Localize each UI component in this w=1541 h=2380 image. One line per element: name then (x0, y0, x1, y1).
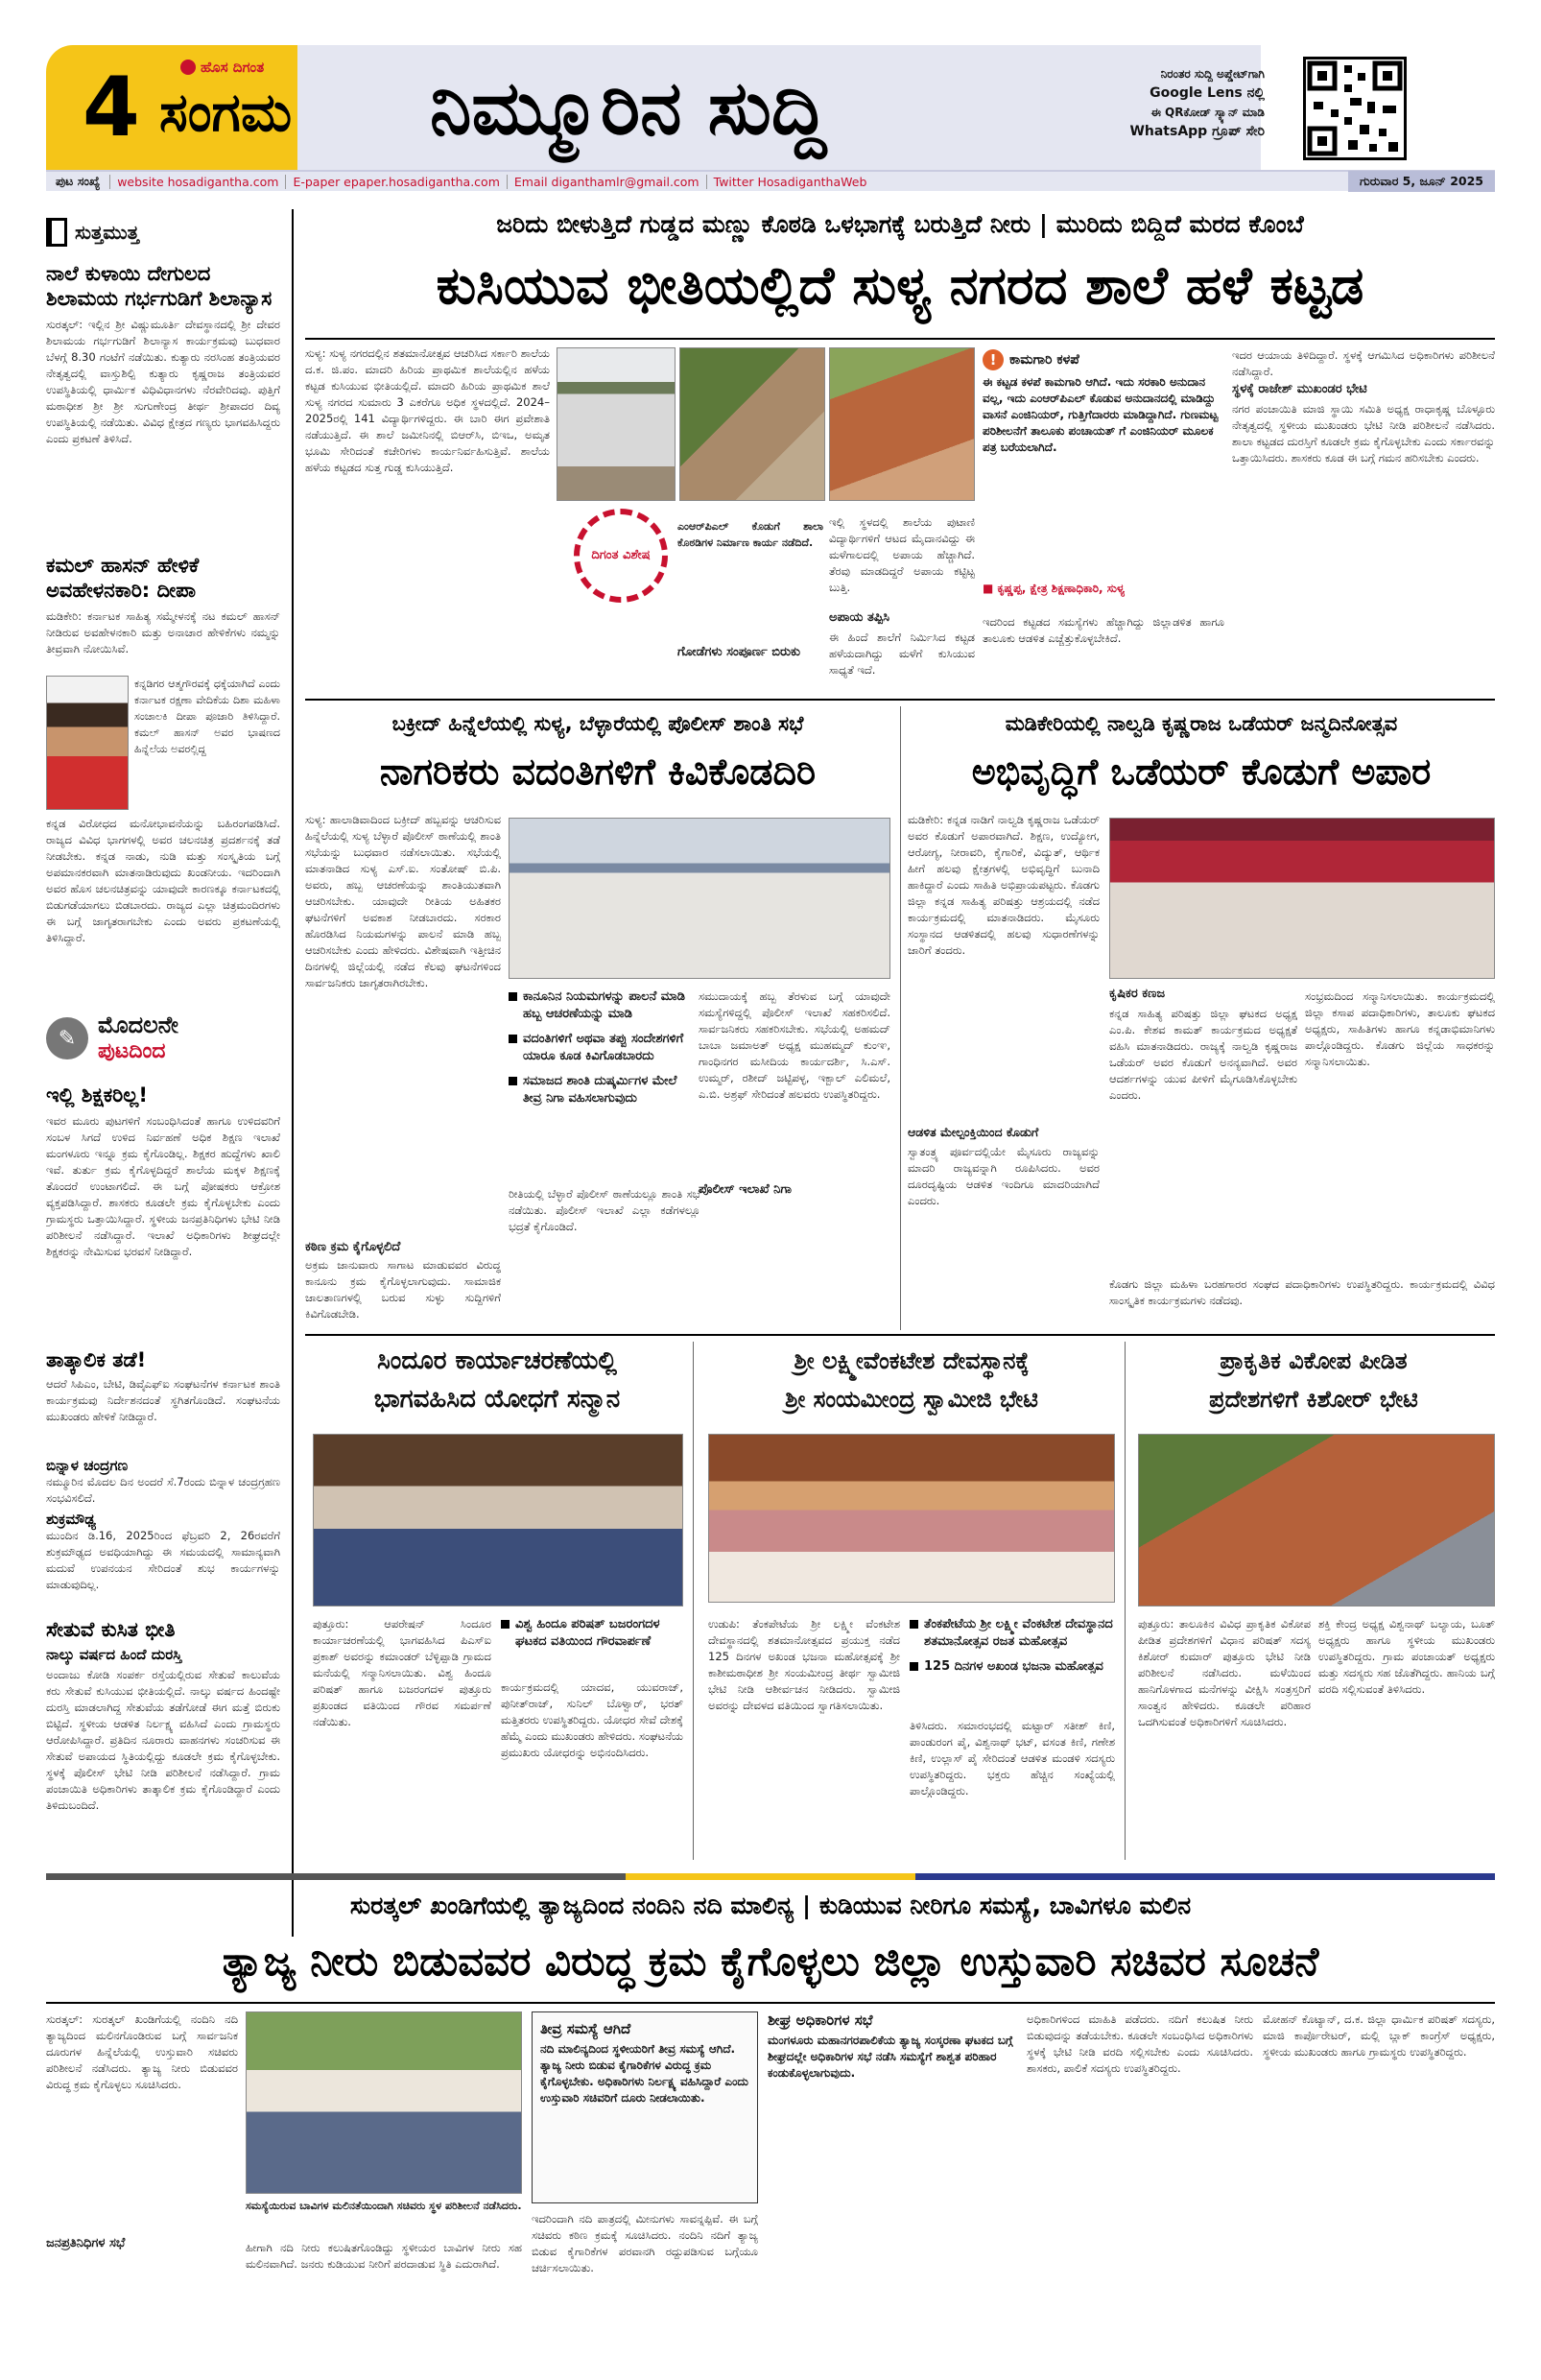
sidebar-story-4-body: ಆದರೆ ಸಿಪಿಎಂ, ಬೇಟಿ, ಡಿವೈಎಫ್ಐ ಸಂಘಟನೆಗಳ ಕರ್ನಾಟಕ ಶಾಂತಿ ಕಾರ್ಯಕ್ರಮವು ನಿರ್ದೇಶನದಂತೆ ಸ್ಥಗಿತಗೊಂಡಿದೆ. ಸಂಘಟನೆಯ ಮುಖಂಡರು ಹೇಳಿಕೆ ನೀಡಿದ್ದಾರೆ. (46, 1377, 280, 1423)
kishore-body-2: ಶಕ್ತಿ ಕೇಂದ್ರ ಅಧ್ಯಕ್ಷ ವಿಶ್ವನಾಥ್ ಬಲ್ಯಾಯ, ಬೂತ್ ಅಧ್ಯಕ್ಷರು ಹಾಗೂ ಸ್ಥಳೀಯ ಮುಖಂಡರು ಉಪಸ್ಥಿತರಿದ್ದರು. ಗ್ರಾಮ ಪಂಚಾಯತ್ ಅಧ್ಯಕ್ಷರು ಮತ್ತು ಸದಸ್ಯರು ಸಹ ಜೊತೆಗಿದ್ದರು. ಹಾನಿಯ ಬಗ್ಗೆ ವರದಿ ಸಲ್ಲಿಸುವಂತೆ ತಿಳಿಸಿದರು. (1318, 1617, 1495, 1696)
sindoor-body-1: ಪುತ್ತೂರು: ಆಪರೇಷನ್ ಸಿಂದೂರ ಕಾರ್ಯಾಚರಣೆಯಲ್ಲಿ ಭಾಗವಹಿಸಿದ ಪಿಎಸ್ಐ ಪ್ರಕಾಶ್ ಅವರನ್ನು ಕಮಾಂಡರ್ ಬೆಳ್ಳಿಪ್ಪಾಡಿ ಗ್ರಾಮದ ಮನೆಯಲ್ಲಿ ಸನ್ಮಾನಿಸಲಾಯಿತು. ವಿಶ್ವ ಹಿಂದೂ ಪರಿಷತ್ ಹಾಗೂ ಬಜರಂಗದಳ ಪುತ್ತೂರು ಪ್ರಖಂಡದ ವತಿಯಿಂದ ಗೌರವ ಸಮರ್ಪಣೆ ನಡೆಯಿತು. (313, 1617, 491, 1728)
lead-headline-rule (305, 338, 1495, 340)
puta-dinda-line-2: ಪುಟದಿಂದ (98, 1039, 166, 1063)
sidebar-story-2-body-top: ಮಡಿಕೇರಿ: ಕರ್ನಾಟಕ ಸಾಹಿತ್ಯ ಸಮ್ಮೇಳನಕ್ಕೆ ನಟ ಕಮಲ್ ಹಾಸನ್ ನೀಡಿರುವ ಅವಹೇಳನಕಾರಿ ಮತ್ತು ಅನಾಚಾರ ಹೇಳಿಕೆಗಳು ನಮ್ಮನ್ನು ತೀವ್ರವಾಗಿ ನೋಯಿಸಿವೆ. (46, 609, 280, 655)
sindoor-body-2: ಕಾರ್ಯಕ್ರಮದಲ್ಲಿ ಯಾದವ, ಯುವರಾಜ್, ಪುನೀತ್‌ರಾಜ್, ಸುನಿಲ್ ಬೊಳ್ವಾರ್, ಭರತ್ ಮತ್ತಿತರರು ಉಪಸ್ಥಿತರಿದ್ದರು. ಯೋಧರ ಸೇವೆ ದೇಶಕ್ಕೆ ಹೆಮ್ಮೆ ಎಂದು ಮುಖಂಡರು ಹೇಳಿದರು. ಸಂಘಟನೆಯ ಪ್ರಮುಖರು ಯೋಧರನ್ನು ಅಭಿನಂದಿಸಿದರು. (501, 1680, 683, 1759)
lead-body-right: ಇದರ ಆಯಾಯ ತಿಳಿದಿದ್ದಾರೆ. ಸ್ಥಳಕ್ಕೆ ಆಗಮಿಸಿದ ಅಧಿಕಾರಿಗಳು ಪರಿಶೀಲನೆ ನಡೆಸಿದ್ದಾರೆ. (1232, 348, 1495, 378)
lakshmi-bullet-box (910, 1616, 1115, 1683)
surathkal-body-5: ಮೋಹನ್ ಕೊಟ್ಯಾನ್, ದ.ಕ. ಜಿಲ್ಲಾ ಧಾರ್ಮಿಕ ಪರಿಷತ್ ಸದಸ್ಯರು, ಮಾಜಿ ಕಾರ್ಪೊರೇಟರ್, ಮಲ್ಲಿ ಬ್ಲಾಕ್ ಕಾಂಗ್ರೆಸ್ ಅಧ್ಯಕ್ಷರು, ಸ್ಥಳೀಯ ಮುಖಂಡರು ಹಾಗೂ ಗ್ರಾಮಸ್ಥರು ಉಪಸ್ಥಿತರಿದ್ದರು. (1263, 2012, 1495, 2059)
sullia-sub-krama: ಕಠಿಣ ಕ್ರಮ ಕೈಗೊಳ್ಳಲಿದೆ (305, 1240, 401, 1254)
qr-text-2: Google Lens ನಲ್ಲಿ (1150, 85, 1265, 101)
lakshmi-headline (700, 1342, 1123, 1418)
sullia-bullet-3 (509, 1073, 691, 1107)
lead-body-foot: ಇದರಿಂದ ಕಟ್ಟಡದ ಸಮಸ್ಯೆಗಳು ಹೆಚ್ಚಾಗಿದ್ದು ಜಿಲ್ಲಾಡಳಿತ ಹಾಗೂ ತಾಲೂಕು ಆಡಳಿತ ಎಚ್ಚೆತ್ತುಕೊಳ್ಳಬೇಕಿದೆ. (983, 615, 1224, 645)
lakshmi-bullet-1 (910, 1616, 1115, 1651)
lakshmi-bullet-2-text: 125 ದಿನಗಳ ಅಖಂಡ ಭಜನಾ ಮಹೋತ್ಸವ (924, 1659, 1103, 1674)
sidebar-story-1-body: ಸುರತ್ಕಲ್: ಇಲ್ಲಿನ ಶ್ರೀ ವಿಷ್ಣುಮೂರ್ತಿ ದೇವಸ್ಥಾನದಲ್ಲಿ ಶ್ರೀ ದೇವರ ಶಿಲಾಮಯ ಗರ್ಭಗುಡಿಗೆ ಶಿಲಾನ್ಯಾಸ ಕಾರ್ಯಕ್ರಮವು ಬುಧವಾರ ಬೆಳಗ್ಗೆ 8.30 ಗಂಟೆಗೆ ನಡೆಯಿತು. ಕುತ್ಯಾರು ನರಸಿಂಹ ತಂತ್ರಿಯವರ ನೇತೃತ್ವದಲ್ಲಿ ವಾಸ್ತುಶಿಲ್ಪಿ ಕುತ್ಯಾರು ಕೃಷ್ಣರಾಜ ತಂತ್ರಿಯವರ ಉಪಸ್ಥಿತಿಯಲ್ಲಿ ಧಾರ್ಮಿಕ ವಿಧಿವಿಧಾನಗಳು ನೆರವೇರಿದವು. ಪುತ್ತಿಗೆ ಮಠಾಧೀಶ ಶ್ರೀ ಶ್ರೀ ಸುಗುಣೇಂದ್ರ ತೀರ್ಥ ಶ್ರೀಪಾದರ ದಿವ್ಯ ಉಪಸ್ಥಿತಿಯಲ್ಲಿ ನಡೆಯಿತು. ವಿವಿಧ ಕ್ಷೇತ್ರದ ಗಣ್ಯರು ಭಾಗವಹಿಸಿದ್ದರು ಎಂದು ಪ್ರಕಟಣೆ ತಿಳಿಸಿದೆ. (46, 318, 280, 445)
sullia-bullet-1 (509, 988, 691, 1023)
sidebar-story-1-headline: ನಾಲೆ ಕುಳಾಯಿ ದೇಗುಲದ ಶಿಲಾಮಯ ಗರ್ಭಗುಡಿಗೆ ಶಿಲಾನ್ಯಾಸ (46, 262, 273, 310)
sullia-sub-police: ಪೊಲೀಸ್ ಇಲಾಖೆ ನಿಗಾ (699, 1182, 793, 1197)
bottom-headline-rule (46, 2002, 1495, 2004)
page-number: 4 (83, 60, 140, 155)
lead-body-mid-2: ಈ ಹಿಂದೆ ಶಾಲೆಗೆ ನಿರ್ಮಿಸಿದ ಕಟ್ಟಡ ಹಳೆಯದಾಗಿದ್ದು ಮಳೆಗೆ ಕುಸಿಯುವ ಸಾಧ್ಯತೆ ಇದೆ. (829, 631, 975, 677)
sindoor-bullet-text: ವಿಶ್ವ ಹಿಂದೂ ಪರಿಷತ್ ಬಜರಂಗದಳ ಘಟಕದ ವತಿಯಿಂದ ಗೌರವಾರ್ಪಣೆ (515, 1617, 660, 1649)
section-name: ಸಂಗಮ (159, 82, 293, 144)
info-bar (46, 170, 1495, 191)
sindoor-headline-line-1: ಸಿಂದೂರ ಕಾರ್ಯಾಚರಣೆಯಲ್ಲಿ (377, 1346, 617, 1375)
lakshmi-photo (708, 1434, 1115, 1603)
row-divider-1 (305, 699, 1495, 701)
column-divider-sullia (900, 706, 901, 1330)
lead-photo-school (557, 347, 676, 501)
sullia-bullet-2 (509, 1031, 691, 1065)
qr-instructions (1044, 64, 1265, 141)
madikeri-kicker: ಮಡಿಕೇರಿಯಲ್ಲಿ ನಾಲ್ವಡಿ ಕೃಷ್ಣರಾಜ ಒಡೆಯರ್ ಜನ್ಮದಿನೋತ್ಸವ (1005, 712, 1398, 735)
qr-code[interactable] (1303, 57, 1407, 160)
lakshmi-body-2: ತಿಳಿಸಿದರು. ಸಮಾರಂಭದಲ್ಲಿ ಮಟ್ಟಾರ್ ಸತೀಶ್ ಕಿಣಿ, ಪಾಂಡುರಂಗ ಪೈ, ವಿಶ್ವನಾಥ್ ಭಟ್, ವಸಂತ ಕಿಣಿ, ಗಣೇಶ ಕಿಣಿ, ಉಲ್ಲಾಸ್ ಪೈ ಸೇರಿದಂತೆ ಆಡಳಿತ ಮಂಡಳಿ ಸದಸ್ಯರು ಉಪಸ್ಥಿತರಿದ್ದರು. ಭಕ್ತರು ಹೆಚ್ಚಿನ ಸಂಖ್ಯೆಯಲ್ಲಿ ಪಾಲ್ಗೊಂಡಿದ್ದರು. (910, 1719, 1115, 1797)
surathkal-sub-jana: ಜನಪ್ರತಿನಿಧಿಗಳ ಸಭೆ (46, 2236, 126, 2250)
info-box-byline: ■ ಕೃಷ್ಣಪ್ಪ, ಕ್ಷೇತ್ರ ಶಿಕ್ಷಣಾಧಿಕಾರಿ, ಸುಳ್ಯ (983, 582, 1126, 595)
sullia-bullet-1-text: ಕಾನೂನಿನ ನಿಯಮಗಳನ್ನು ಪಾಲನೆ ಮಾಡಿ ಹಬ್ಬ ಆಚರಣೆಯನ್ನು ಮಾಡಿ (523, 989, 685, 1021)
paper-name: ಹೊಸ ದಿಗಂತ (201, 59, 265, 76)
surathkal-body-2: ಹೀಗಾಗಿ ನದಿ ನೀರು ಕಲುಷಿತಗೊಂಡಿದ್ದು ಸ್ಥಳೀಯರ ಬಾವಿಗಳ ನೀರು ಸಹ ಮಲಿನವಾಗಿದೆ. ಜನರು ಕುಡಿಯುವ ನೀರಿಗೆ ಪರದಾಡುವ ಸ್ಥಿತಿ ಎದುರಾಗಿದೆ. (246, 2241, 522, 2271)
sidebar-story-4-body-3: ಮುಂದಿನ ಡಿ.16, 2025ರಿಂದ ಫೆಬ್ರವರಿ 2, 26ರವರೆಗೆ ಶುಕ್ರಮೌಢ್ಯದ ಅವಧಿಯಾಗಿದ್ದು ಈ ಸಮಯದಲ್ಲಿ ಸಾಮಾನ್ಯವಾಗಿ ಮದುವೆ ಉಪನಯನ ಸೇರಿದಂತೆ ಶುಭ ಕಾರ್ಯಗಳನ್ನು ಮಾಡುವುದಿಲ್ಲ. (46, 1529, 280, 1591)
pencil-icon: ✎ (46, 1017, 88, 1059)
sidebar (46, 211, 280, 2159)
sidebar-story-4-sub-2: ಶುಕ್ರಮೌಢ್ಯ (46, 1511, 96, 1528)
sidebar-divider (292, 209, 294, 1937)
lead-body-right-2: ನಗರ ಪಂಚಾಯಿತಿ ಮಾಜಿ ಸ್ಥಾಯಿ ಸಮಿತಿ ಅಧ್ಯಕ್ಷ ರಾಧಾಕೃಷ್ಣ ಬೊಳ್ಳೂರು ನೇತೃತ್ವದಲ್ಲಿ ಸ್ಥಳೀಯ ಮುಖಂಡರು ಭೇಟಿ ನೀಡಿ ಪರಿಶೀಲನೆ ನಡೆಸಿದರು. ಶಾಲಾ ಕಟ್ಟಡದ ದುರಸ್ತಿಗೆ ಕೂಡಲೇ ಕ್ರಮ ಕೈಗೊಳ್ಳಬೇಕು ಎಂದು ಸರ್ಕಾರವನ್ನು ಒತ್ತಾಯಿಸಿದರು. ಶಾಸಕರು ಕೂಡ ಈ ಬಗ್ಗೆ ಗಮನ ಹರಿಸಬೇಕು ಎಂದರು. (1232, 402, 1495, 464)
lead-headline: ಕುಸಿಯುವ ಭೀತಿಯಲ್ಲಿದೆ ಸುಳ್ಯ ನಗರದ ಶಾಲೆ ಹಳೆ ಕಟ್ಟಡ (436, 255, 1364, 316)
surathkal-box-2 (768, 2011, 1019, 2127)
lead-body-1: ಸುಳ್ಯ: ಸುಳ್ಯ ನಗರದಲ್ಲಿನ ಶತಮಾನೋತ್ಸವ ಆಚರಿಸಿದ ಸರ್ಕಾರಿ ಶಾಲೆಯ ದ.ಕ. ಜಿ.ಪಂ. ಮಾದರಿ ಹಿರಿಯ ಪ್ರಾಥಮಿಕ ಶಾಲೆಯಲ್ಲಿನ ಹಳೆಯ ಕಟ್ಟಡ ಕುಸಿಯುವ ಭೀತಿಯಲ್ಲಿದೆ. ಮಾದರಿ ಹಿರಿಯ ಪ್ರಾಥಮಿಕ ಶಾಲೆ ಸುಳ್ಯ ನಗರದ ಸುಮಾರು 3 ಎಕರೆಗೂ ಅಧಿಕ ಸ್ಥಳದಲ್ಲಿದೆ. 2024–2025ರಲ್ಲಿ 141 ವಿದ್ಯಾರ್ಥಿಗಳಿದ್ದರು. ಈ ಬಾರಿ ಈಗ ಪ್ರವೇಶಾತಿ ನಡೆಯುತ್ತಿದೆ. ಈ ಶಾಲೆ ಜಮೀನಿನಲ್ಲಿ ಬಿಆರ್‌ಸಿ, ಬಿಇಒ, ಅಮೃತ ಭೂಮಿ ಸೇರಿದಂತೆ ಕಚೇರಿಗಳು ಕಾರ್ಯನಿರ್ವಹಿಸುತ್ತಿವೆ. ಶಾಲೆಯ ಹಳೆಯ ಕಟ್ಟಡದ ಸುತ್ತ ಗುಡ್ಡ ಕುಸಿಯುತ್ತಿದೆ. (305, 346, 550, 474)
email-link[interactable]: Email diganthamlr@gmail.com (507, 175, 706, 189)
madikeri-body-2: ಸ್ವಾತಂತ್ರ್ಯ ಪೂರ್ವದಲ್ಲಿಯೇ ಮೈಸೂರು ರಾಜ್ಯವನ್ನು ಮಾದರಿ ರಾಜ್ಯವನ್ನಾಗಿ ರೂಪಿಸಿದರು. ಅವರ ದೂರದೃಷ್ಟಿಯ ಆಡಳಿತ ಇಂದಿಗೂ ಮಾದರಿಯಾಗಿದೆ ಎಂದರು. (908, 1145, 1100, 1207)
diganta-special-badge-text: ದಿಗಂತ ವಿಶೇಷ (591, 548, 651, 562)
sidebar-story-3-body: ಇವರ ಮೂರು ಪುಟಗಳಿಗೆ ಸಂಬಂಧಿಸಿದಂತೆ ಹಾಗೂ ಉಳಿದವರಿಗೆ ಸಂಬಳ ಸಿಗದೆ ಉಳಿದ ನಿರ್ವಹಣೆ ಅಧಿಕ ಶಿಕ್ಷಣ ಇಲಾಖೆ ಮಂಗಳೂರು ಇನ್ನೂ ಕ್ರಮ ಕೈಗೊಂಡಿಲ್ಲ. ಶಿಕ್ಷಕರ ಹುದ್ದೆಗಳು ಖಾಲಿ ಇವೆ. ತುರ್ತು ಕ್ರಮ ಕೈಗೊಳ್ಳದಿದ್ದರೆ ಶಾಲೆಯ ಮಕ್ಕಳ ಶಿಕ್ಷಣಕ್ಕೆ ತೊಂದರೆ ಉಂಟಾಗಲಿದೆ. ಈ ಬಗ್ಗೆ ಪೋಷಕರು ಆಕ್ರೋಶ ವ್ಯಕ್ತಪಡಿಸಿದ್ದಾರೆ. ಶಾಸಕರು ಕೂಡಲೇ ಕ್ರಮ ಕೈಗೊಳ್ಳಬೇಕು ಎಂದು ಗ್ರಾಮಸ್ಥರು ಒತ್ತಾಯಿಸಿದ್ದಾರೆ. ಸ್ಥಳೀಯ ಜನಪ್ರತಿನಿಧಿಗಳು ಭೇಟಿ ನೀಡಿ ಪರಿಶೀಲನೆ ನಡೆಸಿದ್ದಾರೆ. ಇಲಾಖೆ ಅಧಿಕಾರಿಗಳು ಶೀಘ್ರದಲ್ಲೇ ಶಿಕ್ಷಕರನ್ನು ನೇಮಿಸುವ ಭರವಸೆ ನೀಡಿದ್ದಾರೆ. (46, 1114, 280, 1258)
feature-title: ನಿಮ್ಮೂರಿನ ಸುದ್ದಿ (430, 65, 827, 152)
sidebar-story-5-sub: ನಾಲ್ಕು ವರ್ಷದ ಹಿಂದೆ ದುರಸ್ತಿ (46, 1646, 182, 1663)
surathkal-caption: ಸಮಸ್ಯೆಯಿರುವ ಬಾವಿಗಳ ಮಲಿನತೆಯಿಂದಾಗಿ ಸಚಿವರು ಸ್ಥಳ ಪರಿಶೀಲನೆ ನಡೆಸಿದರು. (246, 2200, 522, 2212)
sidebar-story-2-headline: ಕಮಲ್ ಹಾಸನ್ ಹೇಳಿಕೆ ಅವಹೇಳನಕಾರಿ: ದೀಪಾ (46, 554, 200, 602)
column-divider-lakshmi (1125, 1342, 1126, 1860)
surathkal-headline: ತ್ಯಾಜ್ಯ ನೀರು ಬಿಡುವವರ ವಿರುದ್ಧ ಕ್ರಮ ಕೈಗೊಳ್ಳಲು ಜಿಲ್ಲಾ ಉಸ್ತುವಾರಿ ಸಚಿವರ ಸೂಚನೆ (222, 1938, 1319, 1985)
sidebar-title (46, 211, 280, 253)
book-icon (46, 218, 67, 247)
lakshmi-bullet-2 (910, 1658, 1115, 1676)
madikeri-body-1: ಮಡಿಕೇರಿ: ಕನ್ನಡ ನಾಡಿಗೆ ನಾಲ್ವಡಿ ಕೃಷ್ಣರಾಜ ಒಡೆಯರ್ ಅವರ ಕೊಡುಗೆ ಅಪಾರವಾಗಿದೆ. ಶಿಕ್ಷಣ, ಉದ್ಯೋಗ, ಆರೋಗ್ಯ, ನೀರಾವರಿ, ಕೈಗಾರಿಕೆ, ವಿದ್ಯುತ್, ಆರ್ಥಿಕ ಹೀಗೆ ಹಲವು ಕ್ಷೇತ್ರಗಳಲ್ಲಿ ಅಭಿವೃದ್ಧಿಗೆ ಬುನಾದಿ ಹಾಕಿದ್ದಾರೆ ಎಂದು ಸಾಹಿತಿ ಅಭಿಪ್ರಾಯಪಟ್ಟರು. ಕೊಡಗು ಜಿಲ್ಲಾ ಕನ್ನಡ ಸಾಹಿತ್ಯ ಪರಿಷತ್ತು ಆಶ್ರಯದಲ್ಲಿ ನಡೆದ ಕಾರ್ಯಕ್ರಮದಲ್ಲಿ ಮಾತನಾಡಿದರು. ಮೈಸೂರು ಸಂಸ್ಥಾನದ ಆಡಳಿತದಲ್ಲಿ ಹಲವು ಸುಧಾರಣೆಗಳನ್ನು ಜಾರಿಗೆ ತಂದರು. (908, 813, 1100, 957)
qr-text-4: WhatsApp ಗ್ರೂಪ್ ಸೇರಿ (1129, 124, 1265, 139)
lead-sub-bheti: ಸ್ಥಳಕ್ಕೆ ರಾಜೇಶ್ ಮುಖಂಡರ ಭೇಟಿ (1232, 382, 1367, 396)
sidebar-story-3-headline: ಇಲ್ಲಿ ಶಿಕ್ಷಕರಿಲ್ಲ! (46, 1083, 148, 1107)
sidebar-story-4-body-2: ನಮ್ಮೂರಿನ ಮೊದಲ ದಿನ ಅಂದರೆ ಸೆ.7ರಂದು ಬಿನ್ನಾಳ ಚಂದ್ರಗ್ರಹಣ ಸಂಭವಿಸಲಿದೆ. (46, 1475, 280, 1505)
masthead (46, 45, 1495, 179)
sindoor-bullet-box (501, 1616, 683, 1658)
lead-kicker: ಜರಿದು ಬೀಳುತ್ತಿದೆ ಗುಡ್ಡದ ಮಣ್ಣು ಕೊಠಡಿ ಒಳಭಾಗಕ್ಕೆ ಬರುತ್ತಿದೆ ನೀರು | ಮುರಿದು ಬಿದ್ದಿದೆ ಮರದ ಕೊಂಬೆ (496, 210, 1304, 238)
lakshmi-body-1: ಉಡುಪಿ: ತೆಂಕಪೇಟೆಯ ಶ್ರೀ ಲಕ್ಷ್ಮೀ ವೆಂಕಟೇಶ ದೇವಸ್ಥಾನದಲ್ಲಿ ಶತಮಾನೋತ್ಸವದ ಪ್ರಯುಕ್ತ ನಡೆದ 125 ದಿನಗಳ ಅಖಂಡ ಭಜನಾ ಮಹೋತ್ಸವಕ್ಕೆ ಶ್ರೀ ಕಾಶೀಮಠಾಧೀಶ ಶ್ರೀ ಸಂಯಮೀಂದ್ರ ತೀರ್ಥ ಸ್ವಾಮೀಜಿ ಭೇಟಿ ನೀಡಿ ಆಶೀರ್ವಚನ ನೀಡಿದರು. ಸ್ವಾಮೀಜಿ ಅವರನ್ನು ದೇವಳದ ವತಿಯಿಂದ ಸ್ವಾಗತಿಸಲಾಯಿತು. (708, 1617, 900, 1712)
sidebar-story-4-headline: ತಾತ್ಕಾಲಿಕ ತಡೆ! (46, 1348, 147, 1371)
page-label: ಪುಟ ಸಂಖ್ಯೆ (56, 174, 101, 188)
surathkal-body-3: ಇದರಿಂದಾಗಿ ನದಿ ಪಾತ್ರದಲ್ಲಿ ಮೀನುಗಳು ಸಾವನ್ನಪ್ಪಿವೆ. ಈ ಬಗ್ಗೆ ಸಚಿವರು ಕಠಿಣ ಕ್ರಮಕ್ಕೆ ಸೂಚಿಸಿದರು. ನಂದಿನಿ ನದಿಗೆ ತ್ಯಾಜ್ಯ ಬಿಡುವ ಕೈಗಾರಿಕೆಗಳ ಪರವಾನಗಿ ರದ್ದುಪಡಿಸುವ ಬಗ್ಗೆಯೂ ಚರ್ಚಿಸಲಾಯಿತು. (532, 2212, 758, 2274)
sullia-headline: ನಾಗರಿಕರು ವದಂತಿಗಳಿಗೆ ಕಿವಿಕೊಡದಿರಿ (379, 750, 817, 793)
info-box (983, 349, 1224, 608)
sidebar-story-2-body-side: ಕನ್ನಡಿಗರ ಆತ್ಮಗೌರವಕ್ಕೆ ಧಕ್ಕೆಯಾಗಿದೆ ಎಂದು ಕರ್ನಾಟಕ ರಕ್ಷಣಾ ವೇದಿಕೆಯ ದಿಶಾ ಮಹಿಳಾ ಸಂಚಾಲಕಿ ದೀಪಾ ಪೂಜಾರಿ ತಿಳಿಸಿದ್ದಾರೆ. ಕಮಲ್ ಹಾಸನ್ ಅವರ ಭಾಷಣದ ಹಿನ್ನೆಲೆಯ ಅವರಲ್ಲಿದ್ದ (134, 678, 280, 755)
exclamation-icon: ! (983, 349, 1004, 370)
deepa-photo (46, 676, 129, 810)
surathkal-box-2-body: ಮಂಗಳೂರು ಮಹಾನಗರಪಾಲಿಕೆಯ ತ್ಯಾಜ್ಯ ಸಂಸ್ಕರಣಾ ಘಟಕದ ಬಗ್ಗೆ ಶೀಘ್ರದಲ್ಲೇ ಅಧಿಕಾರಿಗಳ ಸಭೆ ನಡೆಸಿ ಸಮಸ್ಯೆಗೆ ಶಾಶ್ವತ ಪರಿಹಾರ ಕಂಡುಕೊಳ್ಳಲಾಗುವುದು. (768, 2034, 1013, 2080)
logo-emblem-icon (180, 60, 196, 75)
sindoor-photo (313, 1434, 683, 1606)
puta-dinda-banner (46, 1008, 280, 1069)
sindoor-headline-line-2: ಭಾಗವಹಿಸಿದ ಯೋಧಗೆ ಸನ್ಮಾನ (373, 1385, 621, 1414)
sidebar-story-2-body-bottom: ಕನ್ನಡ ವಿರೋಧದ ಮನೋಭಾವನೆಯನ್ನು ಬಹಿರಂಗಪಡಿಸಿದೆ. ರಾಜ್ಯದ ವಿವಿಧ ಭಾಗಗಳಲ್ಲಿ ಅವರ ಚಲನಚಿತ್ರ ಪ್ರದರ್ಶನಕ್ಕೆ ತಡೆ ನೀಡಬೇಕು. ಕನ್ನಡ ನಾಡು, ನುಡಿ ಮತ್ತು ಸಂಸ್ಕೃತಿಯ ಬಗ್ಗೆ ಅಪಮಾನಕರವಾಗಿ ಮಾತನಾಡಿರುವುದು ಖಂಡನೀಯ. ಇದರಿಂದಾಗಿ ಅವರ ಹೊಸ ಚಲನಚಿತ್ರವನ್ನು ಯಾವುದೇ ಕಾರಣಕ್ಕೂ ಕರ್ನಾಟಕದಲ್ಲಿ ಬಿಡುಗಡೆಯಾಗಲು ಬಿಡಬಾರದು. ರಾಜ್ಯದ ಎಲ್ಲಾ ಚಿತ್ರಮಂದಿರಗಳು ಈ ಬಗ್ಗೆ ಜಾಗೃತರಾಗಬೇಕು ಎಂದು ಅವರು ಪ್ರಕಟಣೆಯಲ್ಲಿ ತಿಳಿಸಿದ್ದಾರೆ. (46, 817, 280, 944)
qr-code-icon (1306, 60, 1404, 157)
surathkal-highlight-box (532, 2011, 758, 2203)
lead-sub-apaya: ಅಪಾಯ ತಪ್ಪಿಸಿ (829, 610, 890, 625)
kishore-headline (1132, 1342, 1495, 1418)
surathkal-body-4: ಅಧಿಕಾರಿಗಳಿಂದ ಮಾಹಿತಿ ಪಡೆದರು. ನದಿಗೆ ಕಲುಷಿತ ನೀರು ಬಿಡುವುದನ್ನು ತಡೆಯಬೇಕು. ಕೂಡಲೇ ಸಂಬಂಧಿಸಿದ ಅಧಿಕಾರಿಗಳು ಸ್ಥಳಕ್ಕೆ ಭೇಟಿ ನೀಡಿ ವರದಿ ಸಲ್ಲಿಸಬೇಕು ಎಂದು ಸೂಚಿಸಿದರು. ಶಾಸಕರು, ಪಾಲಿಕೆ ಸದಸ್ಯರು ಉಪಸ್ಥಿತರಿದ್ದರು. (1027, 2012, 1253, 2075)
sindoor-headline (305, 1342, 689, 1418)
surathkal-box-body: ನದಿ ಮಾಲಿನ್ಯದಿಂದ ಸ್ಥಳೀಯರಿಗೆ ತೀವ್ರ ಸಮಸ್ಯೆ ಆಗಿದೆ. ತ್ಯಾಜ್ಯ ನೀರು ಬಿಡುವ ಕೈಗಾರಿಕೆಗಳ ವಿರುದ್ಧ ಕ್ರಮ ಕೈಗೊಳ್ಳಬೇಕು. ಅಧಿಕಾರಿಗಳು ನಿರ್ಲಕ್ಷ್ಯ ವಹಿಸಿದ್ದಾರೆ ಎಂದು ಉಸ್ತುವಾರಿ ಸಚಿವರಿಗೆ ದೂರು ನೀಡಲಾಯಿತು. (540, 2042, 748, 2105)
sullia-bullet-3-text: ಸಮಾಜದ ಶಾಂತಿ ದುಷ್ಕರ್ಮಿಗಳ ಮೇಲೆ ತೀವ್ರ ನಿಗಾ ವಹಿಸಲಾಗುವುದು (523, 1074, 677, 1106)
sullia-bullets (509, 988, 691, 1115)
issue-date: ಗುರುವಾರ 5, ಜೂನ್ 2025 (1348, 171, 1495, 192)
lead-photo-hill (829, 347, 975, 501)
sullia-bullet-2-text: ವದಂತಿಗಳಿಗೆ ಅಥವಾ ತಪ್ಪು ಸಂದೇಶಗಳಿಗೆ ಯಾರೂ ಕೂಡ ಕಿವಿಗೊಡಬಾರದು (523, 1032, 684, 1063)
surathkal-box-2-title: ಶೀಘ್ರ ಅಧಿಕಾರಿಗಳ ಸಭೆ (768, 2011, 873, 2029)
column-divider-sindoor (693, 1342, 694, 1860)
madikeri-body-3: ಕನ್ನಡ ಸಾಹಿತ್ಯ ಪರಿಷತ್ತು ಜಿಲ್ಲಾ ಘಟಕದ ಅಧ್ಯಕ್ಷ ಎಂ.ಪಿ. ಕೇಶವ ಕಾಮತ್ ಕಾರ್ಯಕ್ರಮದ ಅಧ್ಯಕ್ಷತೆ ವಹಿಸಿ ಮಾತನಾಡಿದರು. ರಾಜ್ಯಕ್ಕೆ ನಾಲ್ವಡಿ ಕೃಷ್ಣರಾಜ ಒಡೆಯರ್ ಅವರ ಕೊಡುಗೆ ಅನನ್ಯವಾಗಿದೆ. ಅವರ ಆದರ್ಶಗಳನ್ನು ಯುವ ಪೀಳಿಗೆ ಮೈಗೂಡಿಸಿಕೊಳ್ಳಬೇಕು ಎಂದರು. (1109, 1007, 1297, 1102)
surathkal-box-title: ತೀವ್ರ ಸಮಸ್ಯೆ ಆಗಿದೆ (540, 2020, 631, 2037)
kishore-body-1: ಪುತ್ತೂರು: ತಾಲೂಕಿನ ವಿವಿಧ ಪ್ರಾಕೃತಿಕ ವಿಕೋಪ ಪೀಡಿತ ಪ್ರದೇಶಗಳಿಗೆ ವಿಧಾನ ಪರಿಷತ್ ಸದಸ್ಯ ಕಿಶೋರ್ ಕುಮಾರ್ ಪುತ್ತೂರು ಭೇಟಿ ನೀಡಿ ಪರಿಶೀಲನೆ ನಡೆಸಿದರು. ಮಳೆಯಿಂದ ಹಾನಿಗೊಳಗಾದ ಮನೆಗಳನ್ನು ವೀಕ್ಷಿಸಿ ಸಂತ್ರಸ್ತರಿಗೆ ಸಾಂತ್ವನ ಹೇಳಿದರು. ಕೂಡಲೇ ಪರಿಹಾರ ಒದಗಿಸುವಂತೆ ಅಧಿಕಾರಿಗಳಿಗೆ ಸೂಚಿಸಿದರು. (1138, 1617, 1311, 1728)
diganta-special-badge (574, 509, 668, 603)
surathkal-kicker: ಸುರತ್ಕಲ್ ಖಂಡಿಗೆಯಲ್ಲಿ ತ್ಯಾಜ್ಯದಿಂದ ನಂದಿನಿ ನದಿ ಮಾಲಿನ್ಯ | ಕುಡಿಯುವ ನೀರಿಗೂ ಸಮಸ್ಯೆ, ಬಾವಿಗಳೂ ಮಲಿನ (349, 1892, 1192, 1919)
paper-logo (180, 59, 264, 76)
kishore-headline-line-2: ಪ್ರದೇಶಗಳಿಗೆ ಕಿಶೋರ್ ಭೇಟಿ (1209, 1386, 1418, 1413)
kishore-headline-line-1: ಪ್ರಾಕೃತಿಕ ವಿಕೋಪ ಪೀಡಿತ (1220, 1347, 1408, 1374)
kishore-photo (1138, 1434, 1495, 1606)
madikeri-body-4: ಸಂಭ್ರಮದಿಂದ ಸನ್ಮಾನಿಸಲಾಯಿತು. ಕಾರ್ಯಕ್ರಮದಲ್ಲಿ ಜಿಲ್ಲಾ ಕಸಾಪ ಪದಾಧಿಕಾರಿಗಳು, ತಾಲೂಕು ಘಟಕದ ಅಧ್ಯಕ್ಷರು, ಸಾಹಿತಿಗಳು ಹಾಗೂ ಕನ್ನಡಾಭಿಮಾನಿಗಳು ಪಾಲ್ಗೊಂಡಿದ್ದರು. ಕೊಡಗು ಜಿಲ್ಲೆಯ ಸಾಧಕರನ್ನು ಸನ್ಮಾನಿಸಲಾಯಿತು. (1305, 989, 1495, 1068)
sidebar-column-title: ಸುತ್ತಮುತ್ತ (75, 221, 139, 244)
sullia-body-4: ರೀತಿಯಲ್ಲಿ ಬೆಳ್ಳಾರೆ ಪೊಲೀಸ್ ಠಾಣೆಯಲ್ಲೂ ಶಾಂತಿ ಸಭೆ ನಡೆಯಿತು. ಪೊಲೀಸ್ ಇಲಾಖೆ ಎಲ್ಲಾ ಕಡೆಗಳಲ್ಲೂ ಭದ್ರತೆ ಕೈಗೊಂಡಿದೆ. (509, 1187, 700, 1233)
puta-dinda-line-1: ಮೊದಲನೇ (98, 1012, 178, 1038)
sullia-body-2: ಅಕ್ರಮ ಜಾನುವಾರು ಸಾಗಾಟ ಮಾಡುವವರ ವಿರುದ್ಧ ಕಾನೂನು ಕ್ರಮ ಕೈಗೊಳ್ಳಲಾಗುವುದು. ಸಾಮಾಜಿಕ ಜಾಲತಾಣಗಳಲ್ಲಿ ಬರುವ ಸುಳ್ಳು ಸುದ್ದಿಗಳಿಗೆ ಕಿವಿಗೊಡಬೇಡಿ. (305, 1258, 501, 1321)
lead-photo-caption: ಎಂಆರ್‌ಪಿಎಲ್ ಕೊಡುಗೆ ಶಾಲಾ ಕೊಠಡಿಗಳ ನಿರ್ಮಾಣ ಕಾರ್ಯ ನಡೆದಿದೆ. (677, 520, 823, 549)
madikeri-body-5: ಕೊಡಗು ಜಿಲ್ಲಾ ಮಹಿಳಾ ಬರಹಗಾರರ ಸಂಘದ ಪದಾಧಿಕಾರಿಗಳು ಉಪಸ್ಥಿತರಿದ್ದರು. ಕಾರ್ಯಕ್ರಮದಲ್ಲಿ ವಿವಿಧ ಸಾಂಸ್ಕೃತಿಕ ಕಾರ್ಯಕ್ರಮಗಳು ನಡೆದವು. (1109, 1277, 1495, 1307)
qr-text-3: ಈ QRಕೋಡ್ ಸ್ಕ್ಯಾನ್ ಮಾಡಿ (1150, 106, 1265, 119)
bottom-divider-stripe (46, 1873, 1495, 1880)
website-link[interactable]: website hosadigantha.com (109, 175, 285, 189)
lead-photo-wall (679, 347, 825, 501)
sidebar-story-5-headline: ಸೇತುವೆ ಕುಸಿತ ಭೀತಿ (46, 1618, 176, 1641)
info-box-title-row (983, 349, 1224, 370)
info-box-title: ಕಾಮಗಾರಿ ಕಳಪೆ (1009, 352, 1079, 368)
madikeri-sub-kashika: ಕೃಷಿಕರ ಕಣಜ (1109, 987, 1166, 1001)
madikeri-headline: ಅಭಿವೃದ್ಧಿಗೆ ಒಡೆಯರ್ ಕೊಡುಗೆ ಅಪಾರ (971, 750, 1432, 793)
sidebar-story-5-body: ಅಂದಾಜು ಕೋಡಿ ಸಂಪರ್ಕ ರಸ್ತೆಯಲ್ಲಿರುವ ಸೇತುವೆ ಕಾಲುವೆಯ ಕರು ಸೇತುವೆ ಕುಸಿಯುವ ಭೀತಿಯಲ್ಲಿದೆ. ನಾಲ್ಕು ವರ್ಷದ ಹಿಂದಷ್ಟೇ ದುರಸ್ತಿ ಮಾಡಲಾಗಿದ್ದ ಸೇತುವೆಯ ತಡೆಗೋಡೆ ಈಗ ಮತ್ತೆ ಬಿರುಕು ಬಿಟ್ಟಿದೆ. ಸ್ಥಳೀಯ ಆಡಳಿತ ನಿರ್ಲಕ್ಷ್ಯ ವಹಿಸಿದೆ ಎಂದು ಗ್ರಾಮಸ್ಥರು ಆರೋಪಿಸಿದ್ದಾರೆ. ಪ್ರತಿದಿನ ನೂರಾರು ವಾಹನಗಳು ಸಂಚರಿಸುವ ಈ ಸೇತುವೆ ಅಪಾಯದ ಸ್ಥಿತಿಯಲ್ಲಿದ್ದು ಕೂಡಲೇ ಕ್ರಮ ಕೈಗೊಳ್ಳಬೇಕು. ಸ್ಥಳಕ್ಕೆ ಪೊಲೀಸ್ ಭೇಟಿ ನೀಡಿ ಪರಿಶೀಲನೆ ನಡೆಸಿದ್ದಾರೆ. ಗ್ರಾಮ ಪಂಚಾಯಿತಿ ಅಧಿಕಾರಿಗಳು ತಾತ್ಕಾಲಿಕ ಕ್ರಮ ಕೈಗೊಂಡಿದ್ದಾರೆ ಎಂದು ತಿಳಿದುಬಂದಿದೆ. (46, 1668, 280, 1812)
lead-sub-gode: ಗೋಡೆಗಳು ಸಂಪೂರ್ಣ ಬಿರುಕು (677, 645, 801, 659)
sullia-kicker: ಬಕ್ರೀದ್ ಹಿನ್ನೆಲೆಯಲ್ಲಿ ಸುಳ್ಯ, ಬೆಳ್ಳಾರೆಯಲ್ಲಿ ಪೊಲೀಸ್ ಶಾಂತಿ ಸಭೆ (391, 712, 804, 735)
lakshmi-bullet-1-text: ತೆಂಕಪೇಟೆಯ ಶ್ರೀ ಲಕ್ಷ್ಮೀ ವೆಂಕಟೇಶ ದೇವಸ್ಥಾನದ ಶತಮಾನೋತ್ಸವ ರಜತ ಮಹೋತ್ಸವ (924, 1617, 1113, 1649)
sullia-body-3: ಸಮುದಾಯಕ್ಕೆ ಹಬ್ಬ ತೆರಳುವ ಬಗ್ಗೆ ಯಾವುದೇ ಸಮಸ್ಯೆಗಳಿದ್ದಲ್ಲಿ ಪೊಲೀಸ್ ಇಲಾಖೆ ಸಹಕರಿಸಲಿದೆ. ಸಾರ್ವಜನಿಕರು ಸಹಕರಿಸಬೇಕು. ಸಭೆಯಲ್ಲಿ ಅಹಮದ್ ಬಾಬಾ ಜಮಾಅತ್ ಅಧ್ಯಕ್ಷ ಮುಹಮ್ಮದ್ ಕುಂಞ, ಗಾಂಧಿನಗರ ಮಸೀದಿಯ ಕಾರ್ಯದರ್ಶಿ, ಸಿ.ಎಸ್. ಉಮ್ಮರ್, ರಶೀದ್ ಜಟ್ಟಿಪಳ್ಳ, ಇಕ್ಬಾಲ್ ಎಲಿಮಲೆ, ಎ.ಬಿ. ಅಶ್ರಫ್ ಸೇರಿದಂತೆ ಹಲವರು ಉಪಸ್ಥಿತರಿದ್ದರು. (699, 989, 890, 1101)
sidebar-story-4-sub: ಬಿನ್ನಾಳ ಚಂದ್ರಗಣ (46, 1457, 129, 1474)
lakshmi-headline-line-2: ಶ್ರೀ ಸಂಯಮೀಂದ್ರ ಸ್ವಾಮೀಜಿ ಭೇಟಿ (785, 1386, 1038, 1413)
surathkal-photo (246, 2011, 522, 2194)
surathkal-body-1: ಸುರತ್ಕಲ್: ಸುರತ್ಕಲ್ ಖಂಡಿಗೆಯಲ್ಲಿ ನಂದಿನಿ ನದಿ ತ್ಯಾಜ್ಯದಿಂದ ಮಲಿನಗೊಂಡಿರುವ ಬಗ್ಗೆ ಸಾರ್ವಜನಿಕ ದೂರುಗಳ ಹಿನ್ನೆಲೆಯಲ್ಲಿ ಉಸ್ತುವಾರಿ ಸಚಿವರು ಪರಿಶೀಲನೆ ನಡೆಸಿದರು. ತ್ಯಾಜ್ಯ ನೀರು ಬಿಡುವವರ ವಿರುದ್ಧ ಕ್ರಮ ಕೈಗೊಳ್ಳಲು ಸೂಚಿಸಿದರು. (46, 2012, 238, 2091)
row-divider-2 (305, 1334, 1495, 1336)
info-box-body: ಈ ಕಟ್ಟಡ ಕಳಪೆ ಕಾಮಗಾರಿ ಆಗಿದೆ. ಇದು ಸರಕಾರಿ ಅನುದಾನ ವಲ್ಲ, ಇದು ಎಂಆರ್‌ಪಿಎಲ್ ಕೊಡುವ ಅನುದಾನದಲ್ಲಿ ಮಾಡಿದ್ದು ವಾಸನೆ ಎಂಜಿನಿಯರ್, ಗುತ್ತಿಗೆದಾರರು ಮಾಡಿದ್ದಾಗಿದೆ. ಗುಣಮಟ್ಟ ಪರಿಶೀಲನೆಗೆ ತಾಲೂಕು ಪಂಚಾಯತ್ ಗೆ ಎಂಜಿನಿಯರ್ ಮೂಲಕ ಪತ್ರ ಬರೆಯಲಾಗಿದೆ. (983, 375, 1219, 454)
lead-body-mid: ಇಲ್ಲಿ ಸ್ಥಳದಲ್ಲಿ ಶಾಲೆಯ ಪುಟಾಣಿ ವಿದ್ಯಾರ್ಥಿಗಳಿಗೆ ಆಟದ ಮೈದಾನವಿದ್ದು ಈ ಮಳೆಗಾಲದಲ್ಲಿ ಅಪಾಯ ಹೆಚ್ಚಾಗಿದೆ. ತೆರವು ಮಾಡದಿದ್ದರೆ ಅಪಾಯ ಕಟ್ಟಿಟ್ಟ ಬುತ್ತಿ. (829, 515, 975, 594)
qr-text-1: ನಿರಂತರ ಸುದ್ದಿ ಅಪ್ಡೇಟ್‌ಗಾಗಿ (1160, 67, 1265, 81)
sullia-meeting-photo (509, 818, 890, 979)
lakshmi-headline-line-1: ಶ್ರೀ ಲಕ್ಷ್ಮೀವೆಂಕಟೇಶ ದೇವಸ್ಥಾನಕ್ಕೆ (794, 1347, 1030, 1374)
twitter-link[interactable]: Twitter HosadiganthaWeb (706, 175, 874, 189)
epaper-link[interactable]: E-paper epaper.hosadigantha.com (285, 175, 506, 189)
sindoor-bullet (501, 1616, 683, 1651)
sullia-body-1: ಸುಳ್ಯ: ಹಾಲಾಡಿವಾದಿಂದ ಬಕ್ರೀದ್ ಹಬ್ಬವನ್ನು ಆಚರಿಸುವ ಹಿನ್ನೆಲೆಯಲ್ಲಿ ಸುಳ್ಯ ಬೆಳ್ಳಾರೆ ಪೊಲೀಸ್ ಠಾಣೆಯಲ್ಲಿ ಶಾಂತಿ ಸಭೆಯನ್ನು ಬುಧವಾರ ನಡೆಸಲಾಯಿತು. ಸಭೆಯಲ್ಲಿ ಮಾತನಾಡಿದ ಸುಳ್ಯ ಎಸ್.ಐ. ಸಂತೋಷ್ ಬಿ.ಪಿ. ಅವರು, ಹಬ್ಬ ಆಚರಣೆಯನ್ನು ಶಾಂತಿಯುತವಾಗಿ ಆಚರಿಸಬೇಕು. ಯಾವುದೇ ರೀತಿಯ ಅಹಿತಕರ ಘಟನೆಗಳಿಗೆ ಅವಕಾಶ ನೀಡಬಾರದು. ಸರಕಾರ ಹೊರಡಿಸಿದ ನಿಯಮಗಳನ್ನು ಪಾಲನೆ ಮಾಡಿ ಹಬ್ಬ ಆಚರಿಸಬೇಕು ಎಂದು ಹೇಳಿದರು. ವಿಶೇಷವಾಗಿ ಇತ್ತೀಚಿನ ದಿನಗಳಲ್ಲಿ ಜಿಲ್ಲೆಯಲ್ಲಿ ನಡೆದ ಕೆಲವು ಘಟನೆಗಳಿಂದ ಸಾರ್ವಜನಿಕರು ಜಾಗೃತರಾಗಿರಬೇಕು. (305, 813, 501, 989)
madikeri-sub-kodagu: ಆಡಳಿತ ಮೇಲ್ಪಂಕ್ತಿಯಿಂದ ಕೊಡುಗೆ (908, 1125, 1039, 1139)
madikeri-event-photo (1109, 818, 1495, 979)
